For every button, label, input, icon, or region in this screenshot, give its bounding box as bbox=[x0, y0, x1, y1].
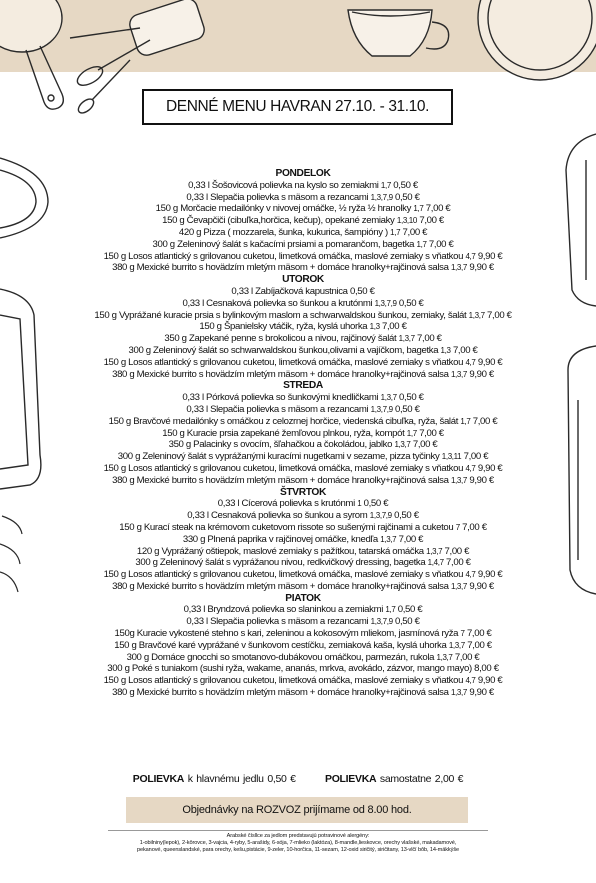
menu-item-allergens: 1,4,7 bbox=[427, 558, 444, 568]
allergen-divider bbox=[108, 830, 488, 831]
menu-item-price: 7,00 € bbox=[382, 321, 407, 333]
menu-item-price: 7,00 € bbox=[487, 309, 512, 321]
menu-item-name: 150 g Losos atlantický s grilovanou cuketou, limetková omáčka, maslové zemiaky s vňatkou bbox=[103, 250, 464, 262]
menu-item-allergens: 4,7 bbox=[465, 676, 476, 686]
allergen-note-line: Arabské čísllce za jedlom predstavujú potravinové alergény: bbox=[226, 833, 370, 839]
menu-item-allergens: 1,3,10 bbox=[396, 216, 417, 226]
menu-item-name: 150 g Čevapčiči (cibuľka,horčica, kečup), opekané zemiaky bbox=[162, 215, 395, 227]
menu-item-name: 300 g Zeleninový šalát s vyprážanou nivou, redkvičkový dressing, bagetka bbox=[135, 557, 426, 569]
menu-item-name: 300 g Zeleninový šalát s kačacími prsiami a pomarančom, bagetka bbox=[152, 238, 415, 250]
day-heading: UTOROK bbox=[282, 274, 324, 286]
menu-item-name: 0,33 l Slepačia polievka s mäsom a rezancami bbox=[186, 616, 369, 628]
menu-item bbox=[70, 357, 536, 369]
menu-item-allergens: 1,3 bbox=[369, 322, 380, 332]
menu-item bbox=[70, 522, 536, 534]
menu-item bbox=[70, 510, 536, 522]
menu-item bbox=[70, 428, 536, 440]
menu-item-allergens: 1,3,7,9 bbox=[370, 404, 393, 414]
menu-item-price: 0,50 € bbox=[395, 191, 420, 203]
menu-item-name: 300 g Domáce gnocchi so smotanovo-dubákovou omáčkou, parmezán, rukola bbox=[126, 651, 435, 663]
menu-item-allergens: 4,7 bbox=[465, 357, 476, 367]
menu-item bbox=[70, 569, 536, 581]
menu-item-name: 380 g Mexické burrito s hovädzím mletým mäsom + domáce hranolky+rajčinová salsa bbox=[112, 474, 449, 486]
menu-item-price: 0,50 € bbox=[363, 498, 389, 510]
menu-item-allergens: 4,7 bbox=[465, 463, 476, 473]
bottle-illustration bbox=[560, 340, 596, 600]
menu-item bbox=[70, 251, 536, 263]
menu-item bbox=[70, 345, 536, 357]
menu-item-price: 9,90 € bbox=[469, 687, 494, 699]
menu-item-allergens: 1,3,7 bbox=[436, 652, 453, 662]
menu-item bbox=[70, 628, 536, 640]
allergen-note-line: pekanové, queenslandské, para orechy, kešu,pistácie, 9-zeler, 10-horčica, 11-sezam, 12-oxid siričitý, siričitany, 13-vlčí bôb, 14-mäkkýše bbox=[136, 846, 460, 853]
menu-item-price: 7,00 € bbox=[472, 415, 498, 427]
menu-item-price: 7,00 € bbox=[419, 427, 444, 439]
menu-title: DENNÉ MENU HAVRAN 27.10. - 31.10. bbox=[142, 89, 453, 125]
menu-item-price: 7,00 € bbox=[428, 238, 454, 250]
menu-item-name: 330 g Plnená paprika v rajčinovej omáčke, knedľa bbox=[182, 533, 378, 545]
soup-prices bbox=[0, 773, 596, 785]
menu-item-allergens: 1,7 bbox=[390, 227, 401, 237]
menu-item-price: 7,00 € bbox=[446, 557, 471, 569]
menu-item-allergens: 1,7 bbox=[385, 605, 396, 615]
menu-item-name: 150 g Španielsky vtáčik, ryža, kyslá uhorka bbox=[199, 321, 368, 333]
menu-item-allergens: 1,7 bbox=[380, 180, 391, 190]
menu-item-name: 420 g Pizza ( mozzarela, šunka, kukurica, šampióny ) bbox=[178, 226, 388, 238]
day-heading: ŠTVRTOK bbox=[279, 486, 327, 498]
menu-item-price: 7,00 € bbox=[444, 545, 470, 557]
menu-item-name: 350 g Zapekané penne s brokolicou a nivou, rajčinový šalát bbox=[164, 333, 397, 345]
menu-item-name: 0,33 l Slepačia polievka s mäsom a rezancami bbox=[186, 403, 369, 415]
delivery-order-banner: Objednávky na ROZVOZ prijímame od 8.00 hod. bbox=[126, 797, 468, 823]
menu-item-name: 0,33 l Cesnaková polievka so šunkou a krutónmi bbox=[182, 297, 373, 309]
menu-item bbox=[70, 475, 536, 487]
menu-item bbox=[70, 640, 536, 652]
menu-item-allergens: 1,3,7 bbox=[448, 640, 465, 650]
menu-item-name: 150 g Morčacie medailónky v nivovej omáčke, ½ ryža ½ hranolky bbox=[155, 203, 412, 215]
menu-item bbox=[70, 581, 536, 593]
menu-item-price: 9,90 € bbox=[469, 580, 494, 592]
menu-item-name: 150 g Bravčové karé vyprážané v šunkovom cestíčku, zemiaková kaša, kyslá uhorka bbox=[114, 639, 447, 651]
menu-item-allergens: 1 bbox=[357, 499, 362, 509]
menu-item bbox=[70, 546, 536, 558]
menu-item-price: 8,00 € bbox=[474, 663, 499, 675]
menu-item-price: 9,90 € bbox=[469, 474, 494, 486]
menu-item bbox=[70, 439, 536, 451]
menu-item-allergens: 1,3,7,9 bbox=[370, 192, 393, 202]
menu-item bbox=[70, 192, 536, 204]
menu-item-name: 380 g Mexické burrito s hovädzím mletým mäsom + domáce hranolky+rajčinová salsa bbox=[112, 262, 449, 274]
menu-item-allergens: 1,3,7 bbox=[426, 546, 443, 556]
menu-item-price: 7,00 € bbox=[466, 628, 492, 640]
menu-item bbox=[70, 227, 536, 239]
menu-item-allergens: 1,3,7,9 bbox=[374, 298, 397, 308]
menu-item-price: 7,00 € bbox=[419, 215, 444, 227]
menu-item bbox=[70, 416, 536, 428]
menu-item bbox=[70, 557, 536, 569]
menu-item-name: 300 g Zeleninový šalát so schwarwaldskou šunkou,olivami a vajíčkom, bagetka bbox=[128, 344, 439, 356]
menu-item-allergens: 1,3,7 bbox=[450, 688, 467, 698]
menu-item-allergens: 1,3,7 bbox=[450, 263, 467, 273]
menu-item-name: 380 g Mexické burrito s hovädzím mletým mäsom + domáce hranolky+rajčinová salsa bbox=[112, 580, 449, 592]
day-heading: STREDA bbox=[283, 380, 323, 392]
menu-item-price: 7,00 € bbox=[467, 639, 492, 651]
menu-item-price: 9,90 € bbox=[469, 368, 494, 380]
menu-item-allergens: 7 bbox=[460, 629, 465, 639]
menu-item-price: 7,00 € bbox=[402, 226, 428, 238]
menu-item-price: 0,50 € bbox=[399, 392, 424, 404]
menu-item-allergens: 1,7 bbox=[416, 239, 427, 249]
menu-item-price: 7,00 € bbox=[454, 651, 480, 663]
menu-item-price: 0,50 € bbox=[398, 297, 424, 309]
menu-item bbox=[70, 321, 536, 333]
soup-with-main-price: 0,50 € bbox=[267, 773, 296, 785]
menu-item bbox=[70, 369, 536, 381]
menu-item-name: 380 g Mexické burrito s hovädzím mletým mäsom + domáce hranolky+rajčinová salsa bbox=[112, 687, 449, 699]
menu-item-price: 7,00 € bbox=[463, 451, 489, 463]
soup-alone-text: samostatne bbox=[376, 773, 432, 785]
menu-item-name: 380 g Mexické burrito s hovädzím mletým mäsom + domáce hranolky+rajčinová salsa bbox=[112, 368, 449, 380]
menu-item-price: 0,50 € bbox=[395, 403, 420, 415]
menu-item-name: 150 g Losos atlantický s grilovanou cuketou, limetková omáčka, maslové zemiaky s vňatkou bbox=[103, 356, 464, 368]
menu-item-allergens: 4,7 bbox=[465, 251, 476, 261]
soup-alone-price: 2,00 € bbox=[434, 773, 464, 785]
menu-item bbox=[70, 604, 536, 616]
menu-item bbox=[70, 215, 536, 227]
menu-item bbox=[70, 392, 536, 404]
menu-item bbox=[70, 262, 536, 274]
menu-item-name: 0,33 l Bryndzová polievka so slaninkou a zemiakmi bbox=[183, 604, 384, 616]
menu-item bbox=[70, 180, 536, 192]
menu-item-allergens: 1,3,7 bbox=[398, 334, 415, 344]
menu-item-allergens: 4,7 bbox=[465, 570, 476, 580]
rolling-pin-illustration bbox=[556, 130, 596, 310]
menu-item-price: 7,00 € bbox=[417, 333, 442, 345]
menu-item-name: 120 g Vyprážaný oštiepok, maslové zemiaky s pažítkou, tatarská omáčka bbox=[136, 545, 424, 557]
menu-item bbox=[70, 534, 536, 546]
menu-item-allergens: 1,3,7 bbox=[468, 310, 485, 320]
menu-item-price: 7,00 € bbox=[425, 203, 451, 215]
menu-item-name: 150g Kuracie vykostené stehno s kari, zeleninou a kokosovým mliekom, jasmínová ryža bbox=[114, 628, 459, 640]
menu-item-price: 0,50 € bbox=[350, 285, 375, 297]
menu-item bbox=[70, 203, 536, 215]
menu-item bbox=[70, 310, 536, 322]
menu-item-price: 7,00 € bbox=[462, 521, 487, 533]
menu-item-price: 7,00 € bbox=[398, 533, 424, 545]
menu-item-allergens: 7 bbox=[455, 522, 460, 532]
soup-with-main-text: k hlavnému jedlu bbox=[184, 773, 264, 785]
menu-item-name: 0,33 l Zabíjačková kapustnica bbox=[231, 285, 348, 297]
menu-item bbox=[70, 463, 536, 475]
menu-item-price: 0,50 € bbox=[393, 179, 418, 191]
menu-item-price: 9,90 € bbox=[477, 462, 503, 474]
menu-item-price: 9,90 € bbox=[477, 675, 503, 687]
menu-item-name: 150 g Kurací steak na krémovom cuketovom rissote so sušenými rajčinami a cuketou bbox=[119, 521, 454, 533]
menu-item bbox=[70, 404, 536, 416]
allergen-note-line: 1-obilniny(lepok), 2-kôrovce, 3-vajcia, 4-ryby, 5-arašidy, 6-sója, 7-mlieko (laktóza), 8-mandle,lieskovce, orechy vlašské, makadamové, bbox=[139, 839, 457, 846]
menu-item-allergens: 1,7 bbox=[413, 204, 424, 214]
menu-item-price: 0,50 € bbox=[395, 616, 420, 628]
day-heading: PONDELOK bbox=[275, 168, 331, 179]
menu-item-name: 150 g Vyprážané kuracie prsia s bylinkovým maslom a schwarwaldskou šunkou, zemiaky, šalát bbox=[94, 309, 467, 321]
menu-item-price: 9,90 € bbox=[469, 262, 494, 274]
menu-item-allergens: 1,3,11 bbox=[441, 452, 462, 462]
menu-item-name: 0,33 l Šošovicová polievka na kyslo so zemiakmi bbox=[188, 179, 379, 191]
menu-item-allergens: 1,7 bbox=[406, 428, 417, 438]
menu-item-name: 150 g Bravčové medailónky s omáčkou z celozrnej horčice, viedenská cibuľka, ryža, šalát bbox=[108, 415, 459, 427]
menu-item-name: 0,33 l Cícerová polievka s krutónmi bbox=[217, 498, 355, 510]
menu-item-allergens: 1,3,7,9 bbox=[370, 617, 393, 627]
menu-item-allergens: 1,7 bbox=[460, 416, 471, 426]
menu-item-name: 300 g Zeleninový šalát s vyprážanými kuracími nugetkami v sezame, pizza tyčinky bbox=[117, 451, 440, 463]
menu-item bbox=[70, 663, 536, 675]
menu-item-allergens: 1,3,7 bbox=[450, 369, 467, 379]
menu-item-name: 350 g Palacinky s ovocím, šľahačkou a čokoládou, jablko bbox=[168, 439, 393, 451]
menu-item-name: 150 g Kuracie prsia zapekané žemľovou plnkou, ryža, kompót bbox=[162, 427, 405, 439]
menu-item bbox=[70, 652, 536, 664]
menu-item-price: 9,90 € bbox=[477, 250, 503, 262]
day-heading: PIATOK bbox=[285, 592, 321, 604]
menu-item-allergens: 1,3,7 bbox=[380, 393, 397, 403]
menu-item bbox=[70, 298, 536, 310]
menu-item bbox=[70, 286, 536, 298]
menu-item-allergens: 1,3,7,9 bbox=[369, 511, 392, 521]
menu-item-allergens: 1,3,7 bbox=[380, 534, 397, 544]
menu-item-allergens: 1,3 bbox=[440, 345, 451, 355]
menu-item bbox=[70, 675, 536, 687]
menu-item bbox=[70, 498, 536, 510]
menu-item bbox=[70, 239, 536, 251]
menu-item-allergens: 1,3,7 bbox=[450, 581, 467, 591]
menu-item-name: 0,33 l Pórková polievka so šunkovými knedličkami bbox=[182, 392, 379, 404]
menu-item-name: 150 g Losos atlantický s grilovanou cuketou, limetková omáčka, maslové zemiaky s vňatkou bbox=[103, 462, 464, 474]
menu-item bbox=[70, 451, 536, 463]
menu-item-price: 9,90 € bbox=[477, 356, 503, 368]
menu-item-price: 0,50 € bbox=[394, 510, 419, 522]
bowl-illustration bbox=[0, 150, 60, 245]
menu-item-price: 7,00 € bbox=[412, 439, 438, 451]
menu-item-name: 150 g Losos atlantický s grilovanou cuketou, limetková omáčka, maslové zemiaky s vňatkou bbox=[103, 569, 464, 581]
menu-item-allergens: 1,3,7 bbox=[394, 440, 411, 450]
menu-item bbox=[70, 333, 536, 345]
menu-item-name: 0,33 l Cesnaková polievka so šunkou a syrom bbox=[187, 510, 368, 522]
menu-item bbox=[70, 616, 536, 628]
soup-alone-label: POLIEVKA bbox=[324, 773, 377, 785]
leaves-illustration bbox=[0, 510, 30, 600]
menu-item-price: 7,00 € bbox=[452, 344, 478, 356]
menu-item-price: 9,90 € bbox=[477, 569, 503, 581]
menu-item bbox=[70, 687, 536, 699]
menu-item-name: 0,33 l Slepačia polievka s mäsom a rezancami bbox=[186, 191, 369, 203]
menu-item-name: 300 g Poké s tuniakom (sushi ryža, wakame, ananás, mrkva, avokádo, zázvor, mango mayo) bbox=[107, 663, 472, 675]
soup-with-main-label: POLIEVKA bbox=[132, 773, 185, 785]
jar-illustration bbox=[0, 285, 60, 495]
menu-item-allergens: 1,3,7 bbox=[450, 475, 467, 485]
weekly-menu bbox=[70, 168, 536, 699]
menu-item-name: 150 g Losos atlantický s grilovanou cuketou, limetková omáčka, maslové zemiaky s vňatkou bbox=[103, 675, 464, 687]
allergen-note bbox=[0, 833, 596, 853]
menu-item-price: 0,50 € bbox=[397, 604, 423, 616]
